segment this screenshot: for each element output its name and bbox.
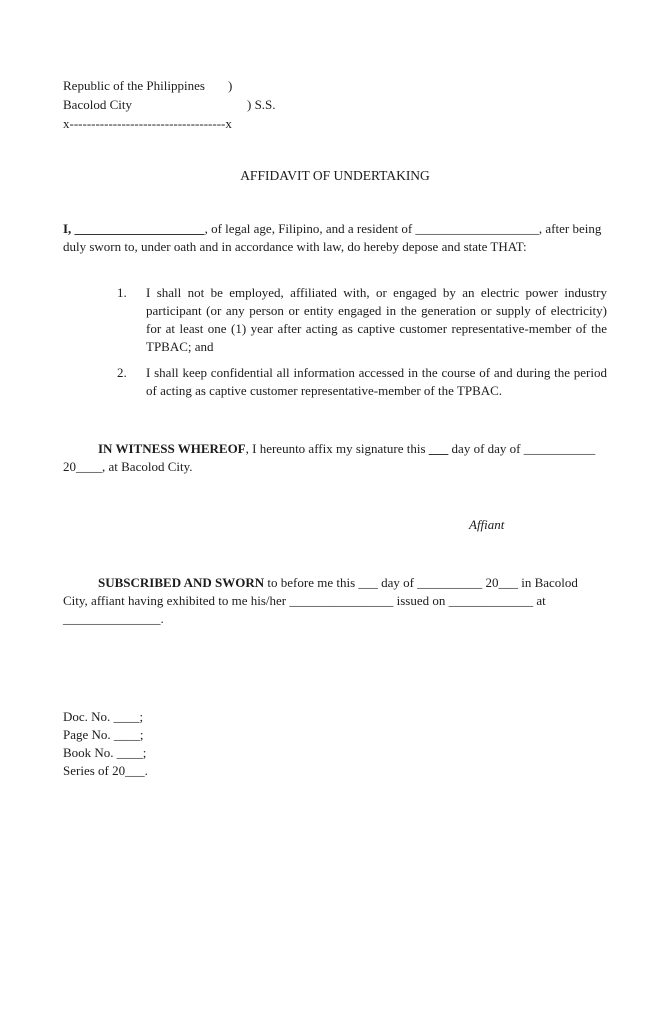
jurat-line-3: _______________.	[63, 611, 164, 626]
list-item-text: I shall keep confidential all information accessed in the course of and during the period of acting as captive customer representative-member of the TPBAC.	[146, 365, 607, 398]
witness-end: day of day of ___________	[448, 441, 596, 456]
opening-line-2: duly sworn to, under oath and in accordance with law, do hereby depose and state THAT:	[63, 239, 527, 254]
list-item	[63, 364, 607, 400]
notarial-details-block	[63, 708, 607, 780]
opening-line-1	[63, 220, 607, 238]
witness-line-2: 20____, at Bacolod City.	[63, 459, 193, 474]
witness-mid: , I hereunto affix my signature this	[245, 441, 429, 456]
venue-paren-ss: ) S.S.	[247, 97, 276, 112]
doc-no-line: Doc. No. ____;	[63, 709, 144, 724]
undertakings-list	[63, 284, 607, 400]
venue-line-republic	[63, 76, 607, 95]
jurat-lead: SUBSCRIBED AND SWORN	[98, 575, 265, 590]
jurat-line-2: City, affiant having exhibited to me his/her ________________ issued on _____________ at	[63, 593, 546, 608]
scilicet-rule: x------------------------------------x	[63, 116, 232, 131]
jurat-paragraph	[63, 574, 607, 628]
list-item-number: 1.	[117, 285, 127, 300]
book-no-line: Book No. ____;	[63, 745, 147, 760]
venue-line-city	[63, 95, 607, 114]
venue-city: Bacolod City	[63, 97, 132, 112]
list-item-number: 2.	[117, 365, 127, 380]
witness-lead: IN WITNESS WHEREOF	[98, 441, 246, 456]
document-title: AFFIDAVIT OF UNDERTAKING	[240, 168, 430, 183]
jurat-line-1-rest: to before me this ___ day of __________ 20___ in Bacolod	[264, 575, 578, 590]
venue-paren-1: )	[228, 78, 233, 93]
list-item	[63, 284, 607, 356]
series-line: Series of 20___.	[63, 763, 148, 778]
venue-block	[63, 76, 607, 133]
day-blank: ___	[428, 441, 449, 456]
page-no-line: Page No. ____;	[63, 727, 144, 742]
affiant-signature-label: Affiant	[469, 517, 505, 532]
list-item-text: I shall not be employed, affiliated with, or engaged by an electric power industry participant (or any person or entity engaged in the generation or supply of electricity) for at least one (1) year after acting as captive customer representative-member of the TPBAC; and	[146, 285, 607, 354]
venue-republic: Republic of the Philippines	[63, 78, 205, 93]
opening-line-1-rest: , of legal age, Filipino, and a resident of ___________________, after being	[204, 221, 602, 236]
witness-line-1	[63, 440, 607, 458]
opening-paragraph	[63, 220, 607, 256]
jurat-line-1	[63, 574, 607, 592]
witness-paragraph	[63, 440, 607, 476]
affiant-name-blank: I, ____________________	[63, 221, 205, 236]
